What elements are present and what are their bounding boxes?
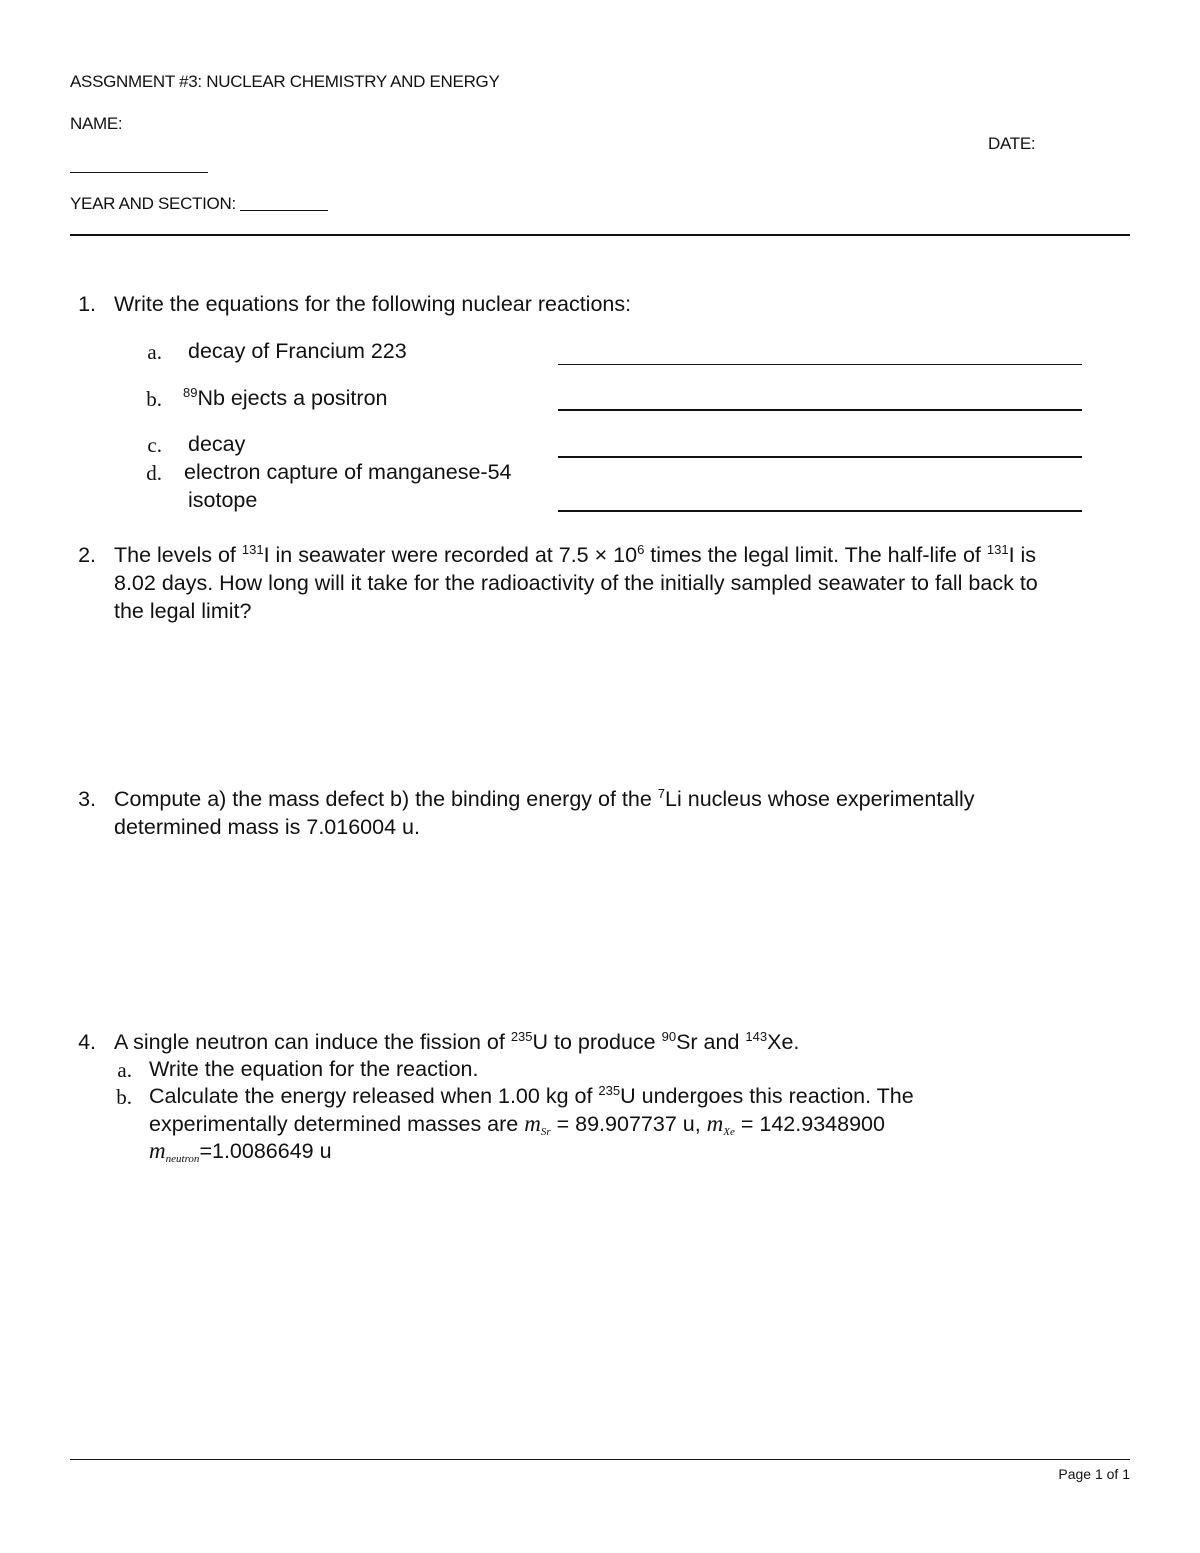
assignment-title: ASSGNMENT #3: NUCLEAR CHEMISTRY AND ENERGY	[70, 72, 500, 91]
year-section-blank	[240, 196, 328, 211]
footer-divider	[70, 1459, 1130, 1460]
q1c-letter: c.	[147, 433, 162, 457]
q1c-text: decay	[188, 432, 246, 456]
q1-number: 1.	[78, 292, 96, 316]
page-number: Page 1 of 1	[1058, 1466, 1130, 1482]
q1a-answer-line	[558, 364, 1082, 365]
q4b-letter: b.	[116, 1085, 132, 1109]
q4b-line1: Calculate the energy released when 1.00 kg of $^{235}$U undergoes this reaction. The	[149, 1083, 914, 1108]
q4a-text: Write the equation for the reaction.	[149, 1057, 479, 1081]
q1b-text: $^{89}$Nb ejects a positron	[183, 385, 388, 410]
header-divider	[70, 234, 1130, 236]
q1-text: Write the equations for the following nuclear reactions:	[114, 292, 632, 316]
year-section-label: YEAR AND SECTION:	[70, 194, 236, 213]
q1d-text-line2: isotope	[188, 488, 258, 512]
q3-line2: determined mass is 7.016004 u.	[114, 815, 420, 839]
date-label: DATE:	[988, 134, 1036, 153]
m-neutron-symbol: $m_{neutron}$	[149, 1138, 200, 1165]
q4a-letter: a.	[117, 1058, 132, 1082]
m-xe-symbol: $m_{Xe}$	[706, 1111, 735, 1138]
q1d-text-line1: electron capture of manganese-54	[184, 460, 512, 484]
q4-number: 4.	[78, 1030, 96, 1054]
q4-line1: A single neutron can induce the fission of $^{235}$U to produce $^{90}$Sr and $^{143}$Xe.	[114, 1029, 800, 1054]
q2-line3: the legal limit?	[114, 599, 252, 623]
q1d-letter: d.	[146, 461, 162, 485]
q4b-line3: $m_{neutron}=1.0086649$ u	[149, 1138, 332, 1165]
q3-line1: Compute a) the mass defect b) the binding energy of the $^7$Li nucleus whose experimentally	[114, 786, 975, 811]
q1b-answer-line	[558, 409, 1082, 411]
q4b-line2: experimentally determined masses are $m_{Sr} = 89.907737$ u, $m_{Xe} = 142.9348900$	[149, 1111, 885, 1138]
q2-line2: 8.02 days. How long will it take for the radioactivity of the initially sampled seawater to fall back to	[114, 571, 1038, 595]
q3-number: 3.	[78, 787, 96, 811]
q1c-answer-line	[558, 456, 1082, 458]
q1a-letter: a.	[147, 340, 162, 364]
name-label: NAME:	[70, 114, 123, 133]
name-blank-line	[70, 172, 208, 173]
year-section-row	[70, 194, 328, 214]
q1b-letter: b.	[146, 387, 162, 411]
q2-line1: The levels of $^{131}$I in seawater were recorded at $7.5 \times 10^6$ times the legal limit. The half-life of $^{131}$I is	[114, 542, 1037, 567]
q1a-text: decay of Francium 223	[188, 339, 407, 363]
q2-number: 2.	[78, 543, 96, 567]
q1d-answer-line	[558, 510, 1082, 512]
m-sr-symbol: $m_{Sr}$	[524, 1111, 551, 1138]
